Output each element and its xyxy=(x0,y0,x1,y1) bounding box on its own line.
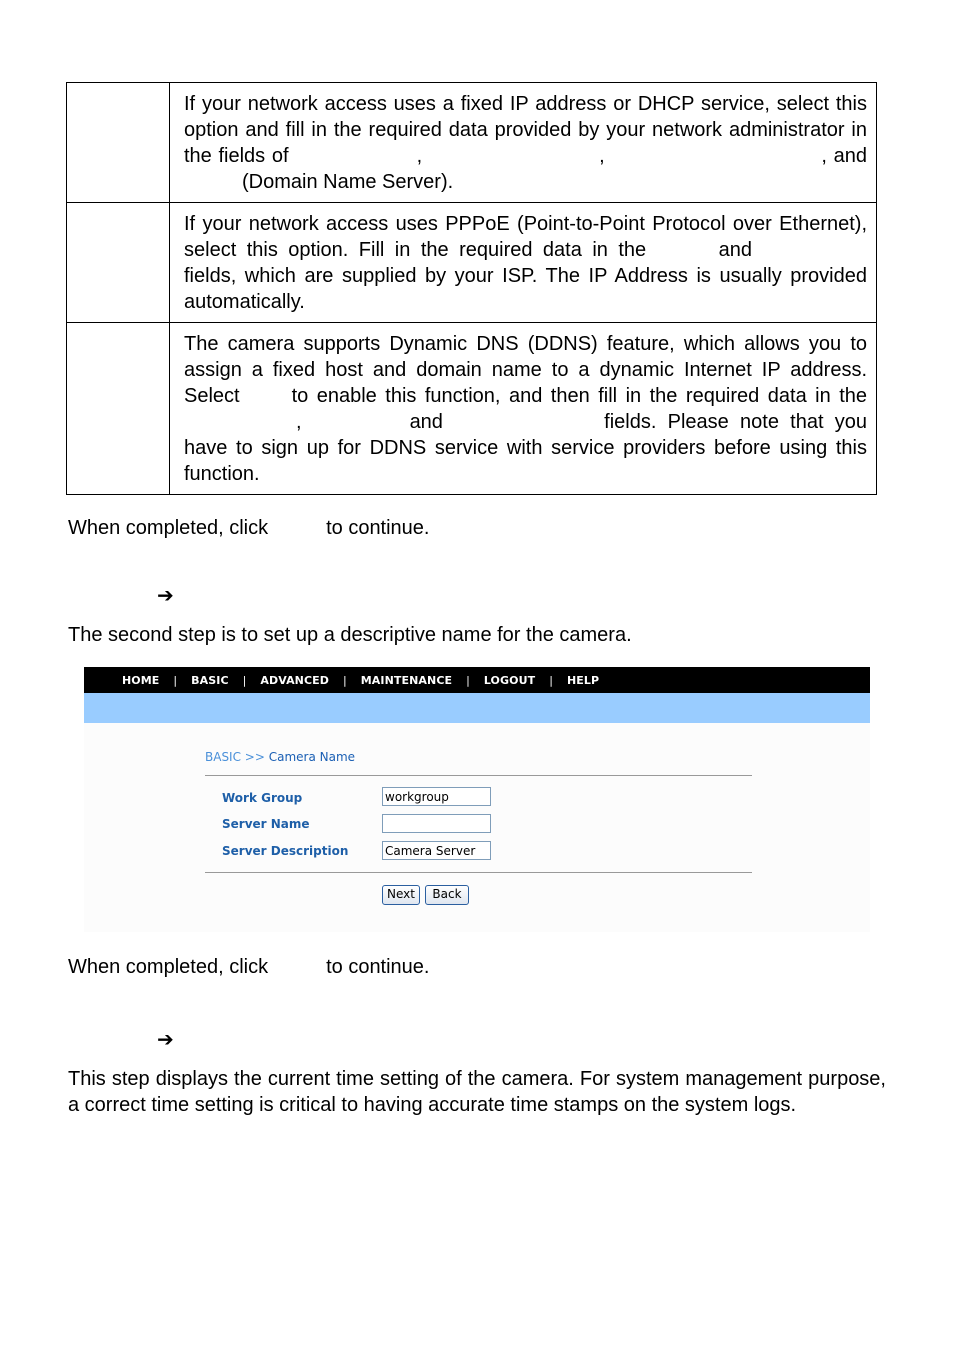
step-description: This step displays the current time setting of the camera. For system management purpose, a correct time setting is critical to having accurate time stamps on the system logs. xyxy=(68,1068,886,1116)
back-button[interactable]: Back xyxy=(425,885,469,905)
nav-logout[interactable]: LOGOUT xyxy=(483,673,536,687)
divider xyxy=(205,872,752,873)
server-description-label: Server Description xyxy=(222,844,349,858)
nav-separator: | xyxy=(343,673,347,687)
arrow-icon: ➔ xyxy=(157,1029,174,1051)
nav-home[interactable]: HOME xyxy=(122,673,160,687)
divider xyxy=(205,775,752,776)
next-button[interactable]: Next xyxy=(382,885,420,905)
top-nav-bar xyxy=(84,667,870,693)
nav-separator: | xyxy=(173,673,178,687)
table-row xyxy=(67,323,877,495)
nav-separator: | xyxy=(549,673,553,687)
option-description: If your network access uses PPPoE (Point-to-Point Protocol over Ethernet), select this option. Fill in the required data in the andfields, which are supplied by your ISP. The IP Address is usually provided automatically. xyxy=(184,213,867,313)
instruction-text: When completed, click to continue. xyxy=(68,956,430,978)
step-description: The second step is to set up a descriptive name for the camera. xyxy=(68,624,632,646)
option-name-cell xyxy=(67,83,170,203)
breadcrumb: BASIC >> Camera Name xyxy=(205,750,356,764)
nav-basic[interactable]: BASIC xyxy=(191,673,229,687)
work-group-input[interactable]: workgroup xyxy=(382,787,491,806)
option-description-cell xyxy=(170,203,877,323)
nav-advanced[interactable]: ADVANCED xyxy=(260,673,330,687)
arrow-icon: ➔ xyxy=(157,585,174,607)
camera-name-screenshot xyxy=(84,667,870,932)
nav-separator: | xyxy=(242,673,247,687)
table-row xyxy=(67,203,877,323)
work-group-label: Work Group xyxy=(222,791,303,805)
option-description: The camera supports Dynamic DNS (DDNS) feature, which allows you to assign a fixed host and domain name to a dynamic Internet IP address. Select to enable this function, and then fill in the required data in the, and fields. Please note that you have to sign up for DDNS service with service providers before using this function. xyxy=(184,333,868,485)
nav-help[interactable]: HELP xyxy=(566,673,600,687)
option-description-cell xyxy=(170,83,877,203)
sub-header-bar xyxy=(84,693,870,723)
table-row xyxy=(67,83,877,203)
options-table xyxy=(66,82,877,495)
instruction-text: When completed, click to continue. xyxy=(68,517,430,539)
option-description-cell xyxy=(170,323,877,495)
option-description: If your network access uses a fixed IP address or DHCP service, select this option and fill in the required data provided by your network administrator in the fields of , , , and(Domain Name Server). xyxy=(184,93,868,193)
server-description-input[interactable]: Camera Server xyxy=(382,841,491,860)
nav-maintenance[interactable]: MAINTENANCE xyxy=(360,673,453,687)
nav-separator: | xyxy=(466,673,470,687)
server-name-input[interactable] xyxy=(382,814,491,833)
option-name-cell xyxy=(67,203,170,323)
option-name-cell xyxy=(67,323,170,495)
server-name-label: Server Name xyxy=(222,817,310,831)
